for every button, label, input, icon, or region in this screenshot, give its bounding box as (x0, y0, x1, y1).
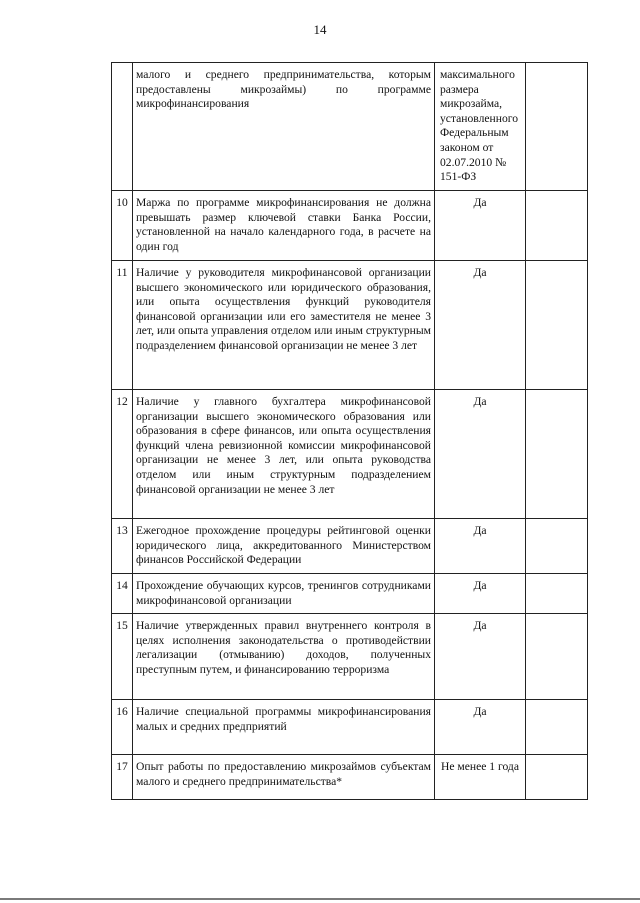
criterion-value: максимального размера микрозайма, установленного Федеральным законом от 02.07.2010 № 151-ФЗ (435, 63, 526, 191)
page-number: 14 (313, 22, 327, 37)
criterion-value: Да (435, 700, 526, 755)
criterion-text: Наличие утвержденных правил внутреннего контроля в целях исполнения законодательства о противодействии легализации (отмыванию) доходов, полученных преступным путем, и финансированию терроризма (133, 614, 435, 700)
table-row (112, 519, 588, 574)
criterion-value: Да (435, 519, 526, 574)
criterion-text: Ежегодное прохождение процедуры рейтинговой оценки юридического лица, аккредитованного Министерством финансов Российской Федерации (133, 519, 435, 574)
empty-cell (526, 191, 588, 261)
row-number: 11 (112, 261, 133, 390)
criterion-value: Да (435, 574, 526, 614)
criterion-text: малого и среднего предпринимательства, которым предоставлены микрозаймы) по программе микрофинансирования (133, 63, 435, 191)
empty-cell (526, 63, 588, 191)
criterion-value: Да (435, 614, 526, 700)
row-number: 13 (112, 519, 133, 574)
criterion-value: Да (435, 390, 526, 519)
criterion-value: Не менее 1 года (435, 755, 526, 800)
empty-cell (526, 574, 588, 614)
criterion-text: Опыт работы по предоставлению микрозаймов субъектам малого и среднего предпринимательства* (133, 755, 435, 800)
row-number: 14 (112, 574, 133, 614)
row-number: 15 (112, 614, 133, 700)
table-row (112, 614, 588, 700)
scan-edge-divider (0, 898, 640, 900)
row-number: 12 (112, 390, 133, 519)
criterion-text: Наличие у руководителя микрофинансовой организации высшего экономического или юридического образования, или опыта осуществления функций руководителя финансовой организации или его заместителя не менее 3 лет, или опыта управления отделом или иным структурным подразделением финансовой организации не менее 3 лет (133, 261, 435, 390)
empty-cell (526, 755, 588, 800)
table-row (112, 755, 588, 800)
criterion-text: Наличие у главного бухгалтера микрофинансовой организации высшего экономического образования или образования в сфере финансов, или опыта осуществления функций члена ревизионной комиссии микрофинансовой организации не менее 3 лет, или опыта руководства отделом или иным структурным подразделением финансовой организации не менее 3 лет (133, 390, 435, 519)
empty-cell (526, 614, 588, 700)
criteria-table (111, 62, 588, 800)
row-number: 10 (112, 191, 133, 261)
row-number: 17 (112, 755, 133, 800)
criterion-value: Да (435, 261, 526, 390)
table-row (112, 261, 588, 390)
criterion-value: Да (435, 191, 526, 261)
empty-cell (526, 700, 588, 755)
criterion-text: Маржа по программе микрофинансирования не должна превышать размер ключевой ставки Банка России, установленной на начало календарного года, в расчете на один год (133, 191, 435, 261)
criterion-text: Прохождение обучающих курсов, тренингов сотрудниками микрофинансовой организации (133, 574, 435, 614)
row-number (112, 63, 133, 191)
table-row (112, 63, 588, 191)
row-number: 16 (112, 700, 133, 755)
empty-cell (526, 519, 588, 574)
empty-cell (526, 261, 588, 390)
table-row (112, 700, 588, 755)
criterion-text: Наличие специальной программы микрофинансирования малых и средних предприятий (133, 700, 435, 755)
table-row (112, 574, 588, 614)
table-row (112, 191, 588, 261)
empty-cell (526, 390, 588, 519)
table-row (112, 390, 588, 519)
